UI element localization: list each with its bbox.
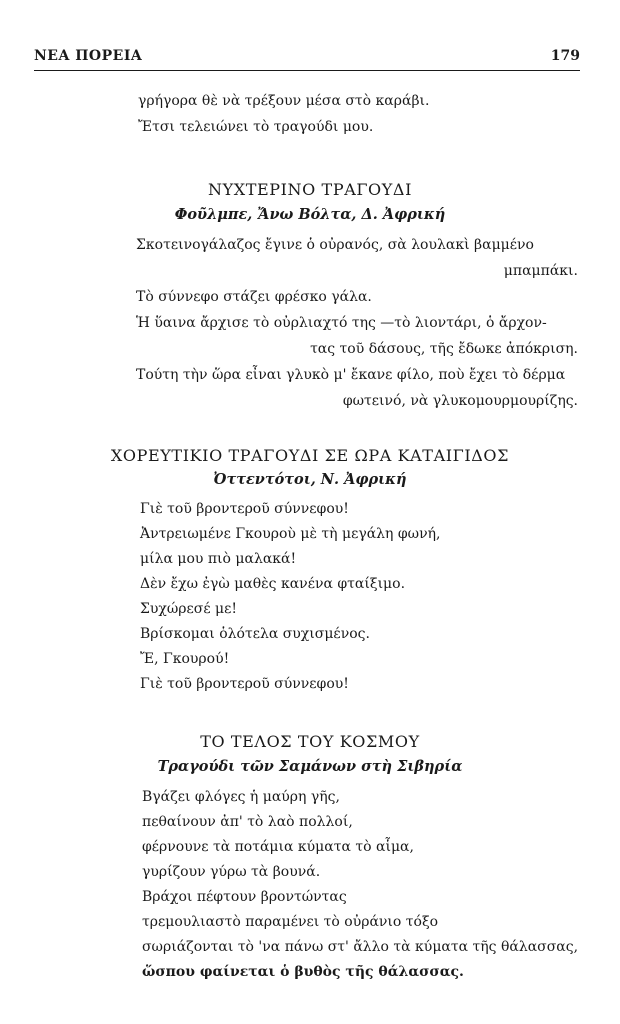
poem-line: Συχώρεσέ με! — [140, 601, 238, 617]
poem-line: φωτεινό, νὰ γλυκομουρμουρίζης. — [342, 393, 578, 409]
poem-line: πεθαίνουν ἀπ' τὸ λαὸ πολλοί, — [142, 814, 353, 830]
poem-line: Ἀντρειωμένε Γκουροὺ μὲ τὴ μεγάλη φωνή, — [140, 526, 441, 542]
poem-line: Ἔ, Γκουρού! — [140, 651, 230, 667]
poem-line: τας τοῦ δάσους, τῆς ἔδωκε ἀπόκριση. — [310, 341, 578, 357]
poem-line: μίλα μου πιὸ μαλακά! — [140, 551, 297, 567]
poem-line: Σκοτεινογάλαζος ἔγινε ὁ οὐρανός, σὰ λουλακὶ βαμμένο — [136, 237, 534, 253]
poem-line: Τὸ σύννεφο στάζει φρέσκο γάλα. — [136, 289, 372, 305]
running-header — [34, 48, 580, 71]
poem-title: ΧΟΡΕΥΤΙΚΙΟ ΤΡΑΓΟΥΔΙ ΣΕ ΩΡΑ ΚΑΤΑΙΓΙΔΟΣ — [110, 446, 510, 465]
page-number: 179 — [550, 48, 580, 64]
poem-subtitle: Τραγούδι τῶν Σαμάνων στὴ Σιβηρία — [157, 758, 463, 775]
poem-line: σωριάζονται τὸ 'να πάνω στ' ἄλλο τὰ κύματα τῆς θάλασσας, — [142, 939, 579, 955]
poem-line: τρεμουλιαστὸ παραμένει τὸ οὐράνιο τόξο — [142, 914, 439, 930]
poem-line: Βρίσκομαι ὁλότελα συχισμένος. — [140, 626, 370, 642]
poem-line: ὥσπου φαίνεται ὁ βυθὸς τῆς θάλασσας. — [142, 964, 464, 980]
intro-line: γρήγορα θὲ νὰ τρέξουν μέσα στὸ καράβι. — [138, 93, 430, 109]
poem-title: ΝΥΧΤΕΡΙΝΟ ΤΡΑΓΟΥΔΙ — [207, 180, 413, 199]
poem-line: γυρίζουν γύρω τὰ βουνά. — [142, 864, 321, 880]
poem-line: Δὲν ἔχω ἐγὼ μαθὲς κανένα φταίξιμο. — [140, 576, 406, 592]
poem-line: Βράχοι πέφτουν βροντώντας — [142, 889, 347, 905]
poem-line: Γιὲ τοῦ βροντεροῦ σύννεφου! — [140, 501, 349, 517]
poem-line: Τούτη τὴν ὥρα εἶναι γλυκὸ μ' ἔκανε φίλο, ποὺ ἔχει τὸ δέρμα — [136, 367, 566, 383]
poem-subtitle: Ὀττεντότοι, Ν. Ἀφρική — [213, 471, 407, 488]
poem-subtitle: Φοῦλμπε, Ἄνω Βόλτα, Δ. Ἀφρική — [174, 206, 446, 223]
poem-title: ΤΟ ΤΕΛΟΣ ΤΟΥ ΚΟΣΜΟΥ — [200, 732, 420, 751]
poem-line: Γιὲ τοῦ βροντεροῦ σύννεφου! — [140, 676, 349, 692]
poem-line: μπαμπάκι. — [503, 263, 578, 279]
journal-title: ΝΕΑ ΠΟΡΕΙΑ — [34, 48, 143, 64]
poem-line: Βγάζει φλόγες ἡ μαύρη γῆς, — [142, 789, 340, 805]
poem-line: Ἡ ὕαινα ἄρχισε τὸ οὐρλιαχτό της —τὸ λιοντάρι, ὁ ἄρχον- — [136, 315, 547, 331]
intro-line: Ἔτσι τελειώνει τὸ τραγούδι μου. — [138, 119, 374, 135]
poem-line: φέρνουνε τὰ ποτάμια κύματα τὸ αἷμα, — [142, 839, 414, 855]
